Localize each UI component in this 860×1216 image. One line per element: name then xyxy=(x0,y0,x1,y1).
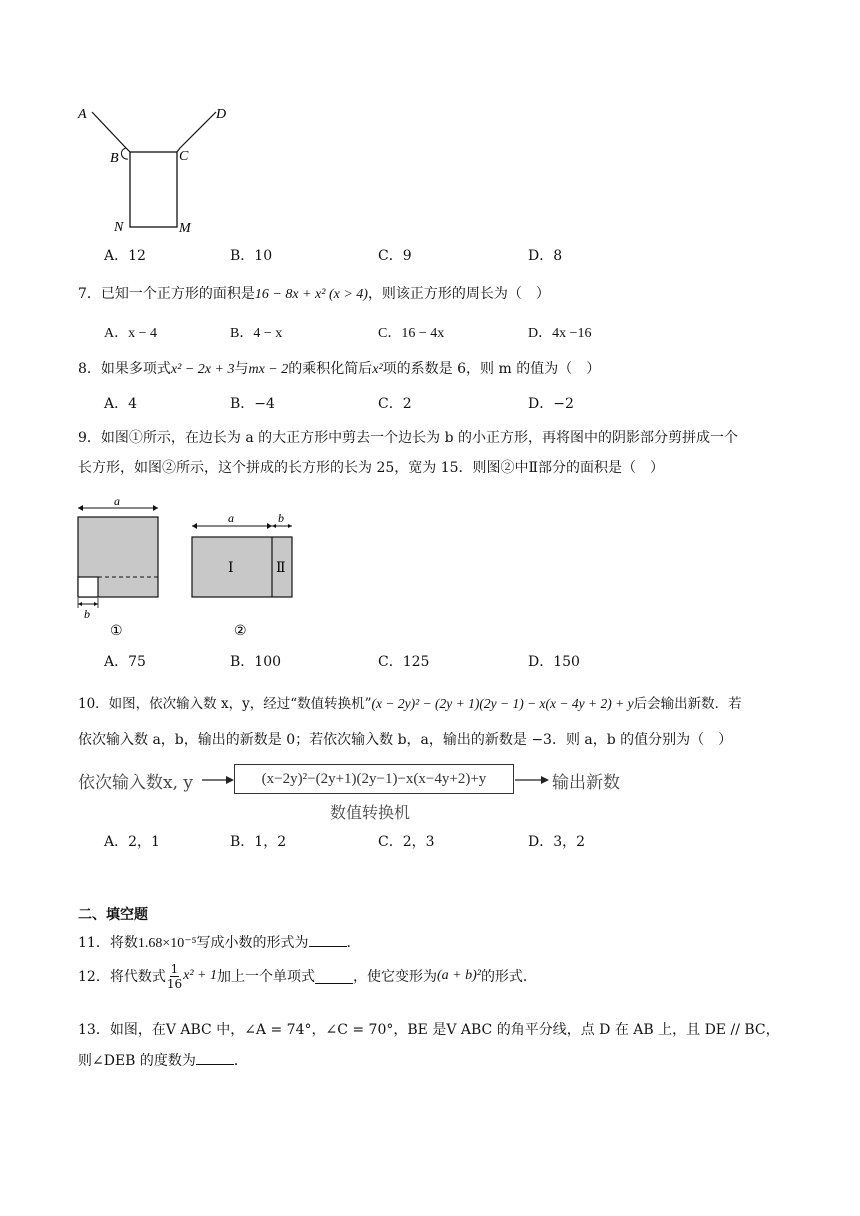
q8-stem xyxy=(78,359,600,380)
q12-fraction-num: 1 xyxy=(170,961,179,976)
q7-stem-a: 7．已知一个正方形的面积是 xyxy=(78,286,255,302)
q8-stem-b: 与 xyxy=(234,361,249,377)
q10-option-b[interactable]: B．1，2 xyxy=(230,834,287,850)
q9-option-d[interactable]: D．150 xyxy=(528,654,580,670)
q12-stem-d: 的形式． xyxy=(480,969,537,985)
q8-option-b[interactable]: B．−4 xyxy=(230,396,275,412)
q9-stem-line1: 9．如图①所示，在边长为 a 的大正方形中剪去一个边长为 b 的小正方形，再将图中的阴影部分剪拼成一个 xyxy=(78,430,739,446)
q12-stem-b: 加上一个单项式 xyxy=(216,969,315,985)
label-b: B xyxy=(110,151,119,166)
q13-answer-blank[interactable] xyxy=(196,1050,234,1065)
q11-stem-b: 写成小数的形式为 xyxy=(196,935,309,951)
fig2-a-label: a xyxy=(228,511,234,525)
q12-stem xyxy=(78,958,537,994)
q12-expr2: (a + b)² xyxy=(436,968,481,983)
q8-option-a[interactable]: A．4 xyxy=(104,396,138,412)
fig2-b-label: b xyxy=(278,511,284,525)
q8-expr1: x² − 2x + 3 xyxy=(170,362,235,377)
q10-machine-caption: 数值转换机 xyxy=(330,803,411,822)
q11-stem-a: 11．将数 xyxy=(78,935,138,951)
q10-expr: (x − 2y)² − (2y + 1)(2y − 1) − x(x − 4y + 2) + y xyxy=(371,696,634,711)
q7-option-c[interactable]: C．16 − 4x xyxy=(378,326,445,341)
q7-option-d[interactable]: D．4x −16 xyxy=(528,326,592,341)
q9-option-b[interactable]: B．100 xyxy=(230,654,282,670)
q10-machine-box: (x−2y)²−(2y+1)(2y−1)−x(x−4y+2)+y xyxy=(234,764,514,794)
q11-stem-c: ． xyxy=(346,935,361,951)
q10-arrow-out xyxy=(515,773,549,787)
q8-option-d[interactable]: D．−2 xyxy=(528,396,574,412)
q10-option-d[interactable]: D．3，2 xyxy=(528,834,586,850)
q6-option-a[interactable]: A．12 xyxy=(104,248,146,264)
q9-option-c[interactable]: C．125 xyxy=(378,654,430,670)
q13-stem-b: ． xyxy=(233,1053,248,1069)
q12-expr-tail: x² + 1 xyxy=(183,968,217,983)
fig2-part2-label: Ⅱ xyxy=(276,561,286,576)
q10-option-c[interactable]: C．2，3 xyxy=(378,834,435,850)
q8-expr3: x² xyxy=(372,362,383,377)
q6-option-d[interactable]: D．8 xyxy=(528,248,563,264)
q10-input-label: 依次输入数x, y xyxy=(78,773,193,793)
q6-option-c[interactable]: C．9 xyxy=(378,248,412,264)
fig2-caption: ② xyxy=(234,624,247,639)
q13-stem-line2 xyxy=(78,1050,248,1071)
q8-stem-c: 的乘积化简后 xyxy=(288,361,373,377)
q12-stem-c: ，使它变形为 xyxy=(352,969,437,985)
q9-option-a[interactable]: A．75 xyxy=(104,654,146,670)
q9-stem-line2: 长方形，如图②所示，这个拼成的长方形的长为 25，宽为 15．则图②中Ⅱ部分的面积是（ ） xyxy=(78,460,665,476)
q7-option-a[interactable]: A．x − 4 xyxy=(104,326,158,341)
q9-figure xyxy=(70,494,310,644)
fig1-a-label: a xyxy=(114,494,120,508)
fig2-part1-label: Ⅰ xyxy=(228,561,234,576)
section-title-fill-in: 二、填空题 xyxy=(78,907,148,923)
q11-stem xyxy=(78,932,361,954)
q13-stem-line1: 13．如图，在V ABC 中，∠A = 74°，∠C = 70°，BE 是V ABC 的角平分线，点 D 在 AB 上，且 DE // BC， xyxy=(78,1022,780,1038)
q12-fraction xyxy=(167,962,182,991)
label-m: M xyxy=(179,221,191,236)
q10-stem-line2: 依次输入数 a，b，输出的新数是 0；若依次输入数 b，a，输出的新数是 −3．则 a，b 的值分别为（ ） xyxy=(78,732,733,748)
q10-output-label: 输出新数 xyxy=(552,773,620,793)
fig1-caption: ① xyxy=(110,624,123,639)
q10-stem-line1 xyxy=(78,694,742,714)
q12-answer-blank[interactable] xyxy=(315,969,353,984)
q10-stem-b: 后会输出新数．若 xyxy=(633,696,742,712)
q10-arrow-in xyxy=(202,773,234,787)
label-n: N xyxy=(114,220,124,235)
label-a: A xyxy=(78,107,87,122)
q8-expr2: mx − 2 xyxy=(248,362,289,377)
q8-stem-a: 8．如果多项式 xyxy=(78,361,171,377)
q8-option-c[interactable]: C．2 xyxy=(378,396,412,412)
q10-option-a[interactable]: A．2，1 xyxy=(104,834,160,850)
q12-fraction-den: 16 xyxy=(166,976,183,991)
q11-expr: 1.68×10⁻⁵ xyxy=(137,936,197,951)
q10-stem-a: 10．如图，依次输入数 x，y，经过“数值转换机” xyxy=(78,696,372,712)
fig1-b-label: b xyxy=(84,607,90,621)
q11-answer-blank[interactable] xyxy=(309,932,347,947)
q7-stem-b: ，则该正方形的周长为（ ） xyxy=(367,286,550,302)
q7-expr: 16 − 8x + x² (x > 4) xyxy=(254,287,368,302)
q6-figure xyxy=(70,98,240,238)
label-c: C xyxy=(179,149,189,164)
q6-option-b[interactable]: B．10 xyxy=(230,248,273,264)
q12-stem-a: 12．将代数式 xyxy=(78,969,166,985)
q8-stem-d: 项的系数是 6，则 m 的值为（ ） xyxy=(382,361,601,377)
q7-option-b[interactable]: B．4 − x xyxy=(230,326,283,341)
q13-stem-a: 则∠DEB 的度数为 xyxy=(78,1053,196,1069)
label-d: D xyxy=(216,107,227,122)
q7-stem xyxy=(78,284,550,305)
